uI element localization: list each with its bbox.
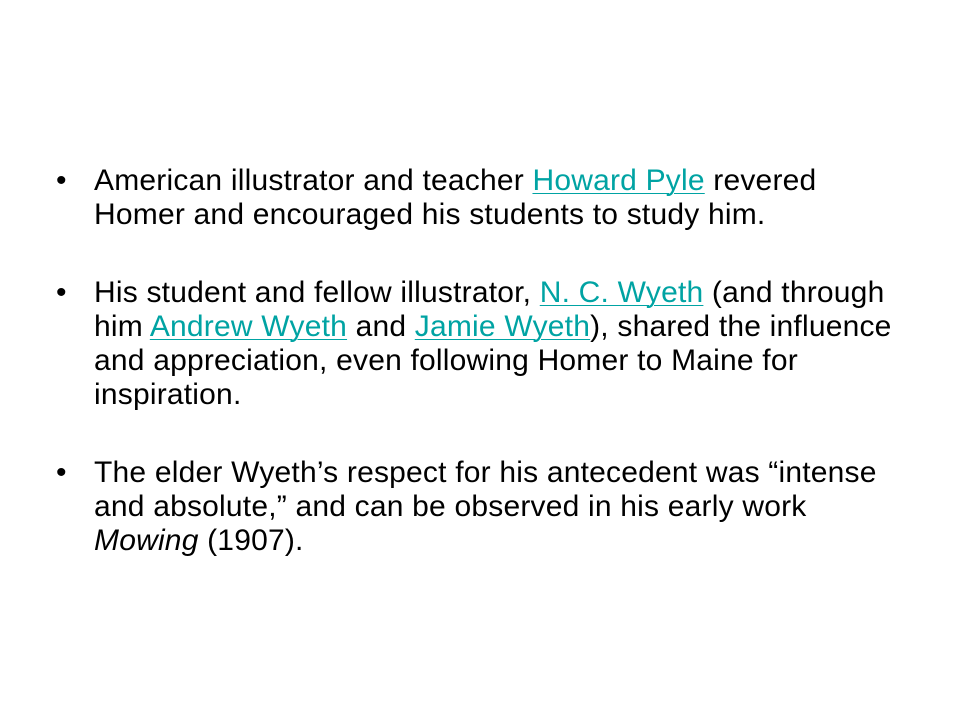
bullet-dot-icon: • xyxy=(56,456,67,489)
bullet-text: (1907). xyxy=(198,524,304,557)
bullet-nc-wyeth xyxy=(56,276,896,412)
bullet-text: and xyxy=(347,310,415,343)
bullet-text: revered Homer and encouraged his students to study him. xyxy=(94,164,817,231)
bullet-elder-wyeth xyxy=(56,456,896,558)
bullet-howard-pyle xyxy=(56,164,896,232)
link-nc-wyeth[interactable]: N. C. Wyeth xyxy=(539,276,704,309)
bullet-text: American illustrator and teacher xyxy=(94,164,533,197)
link-jamie-wyeth[interactable]: Jamie Wyeth xyxy=(414,310,591,343)
bullet-text: His student and fellow illustrator, xyxy=(94,276,540,309)
bullet-text: The elder Wyeth’s respect for his antecedent was “intense and absolute,” and can be observed in his early work xyxy=(94,456,877,523)
link-howard-pyle[interactable]: Howard Pyle xyxy=(532,164,705,197)
bullet-text: ), shared the influence and appreciation, even following Homer to Maine for inspiration. xyxy=(94,310,892,411)
bullet-text: (and through him xyxy=(94,276,885,343)
artwork-title: Mowing xyxy=(94,524,199,557)
bullet-dot-icon: • xyxy=(56,164,67,197)
bullet-list xyxy=(56,164,896,558)
bullet-dot-icon: • xyxy=(56,276,67,309)
link-andrew-wyeth[interactable]: Andrew Wyeth xyxy=(149,310,348,343)
